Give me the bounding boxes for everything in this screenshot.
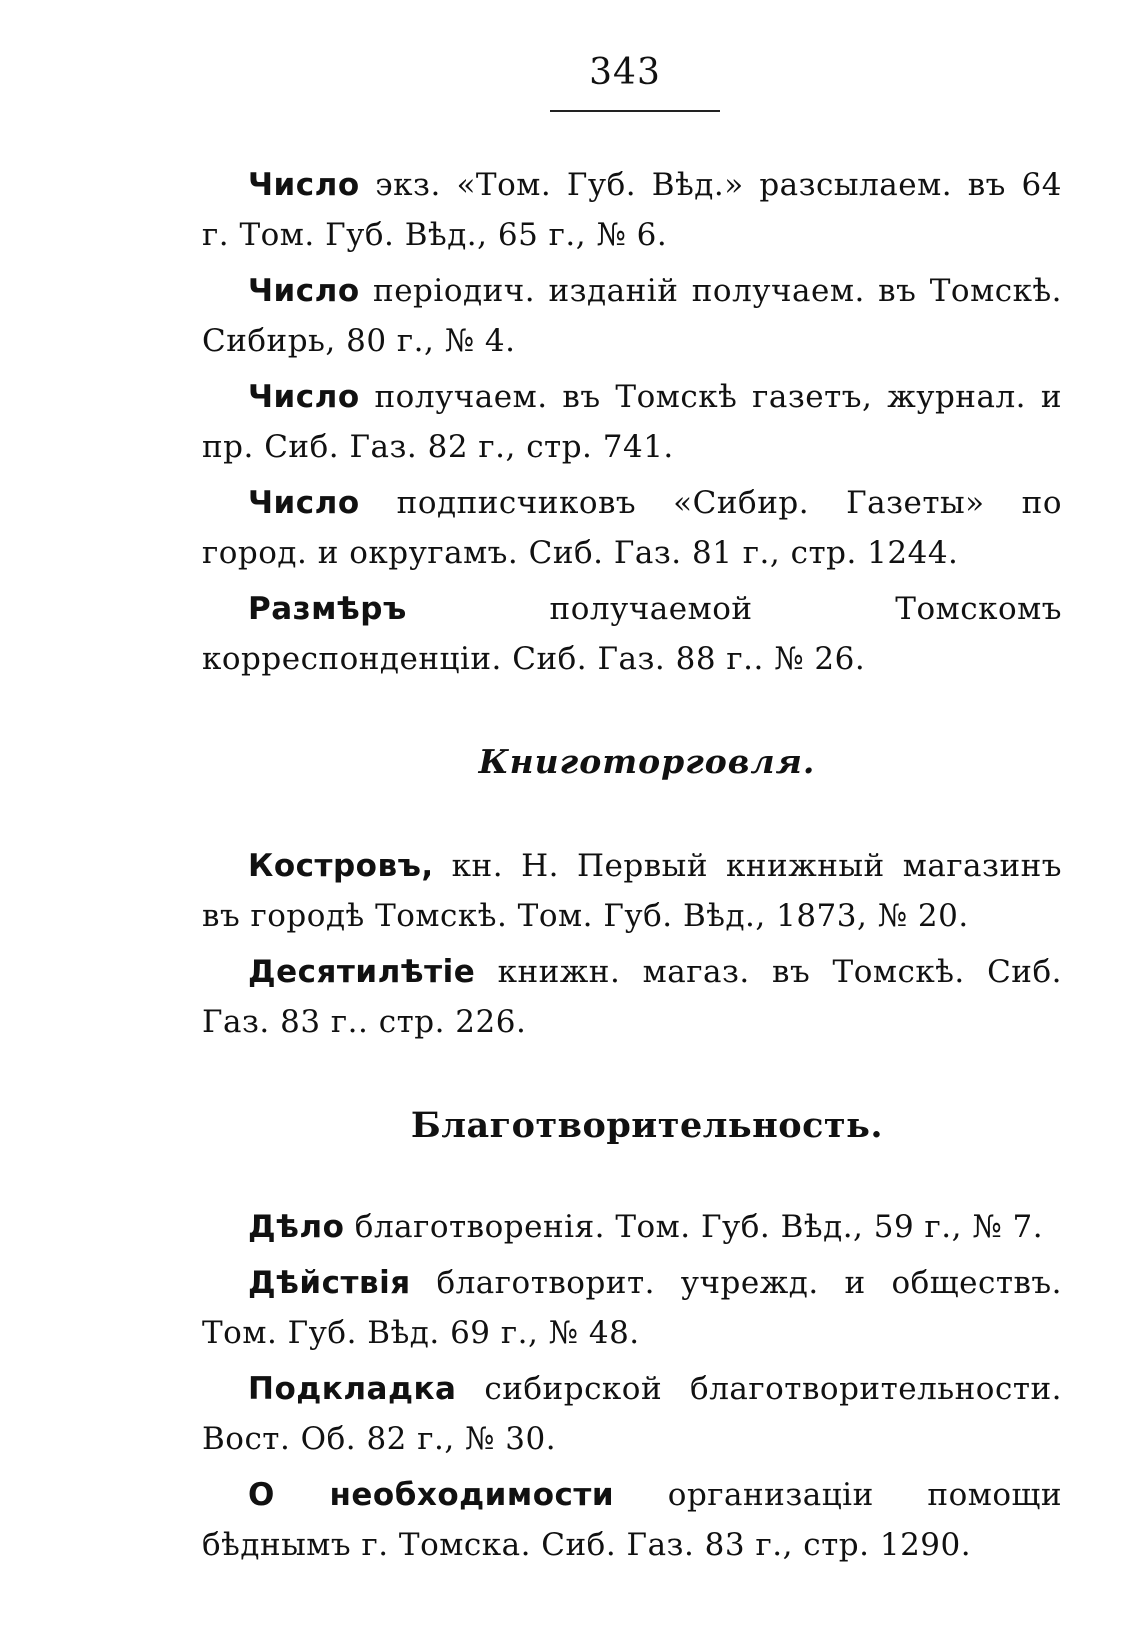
- entry-text: организаціи помощи бѣднымъ г. Томска. Сиб. Газ. 83 г., стр. 1290.: [202, 1477, 1062, 1563]
- bibliography-entry: [202, 1364, 1062, 1464]
- entry-lead: Костровъ,: [248, 848, 434, 884]
- entry-lead: Число: [248, 485, 360, 521]
- entry-text: періодич. изданій получаем. въ Томскѣ. Сибирь, 80 г., № 4.: [202, 273, 1062, 359]
- section-heading-charity: Благотворительность.: [410, 1105, 884, 1146]
- bibliography-entry: [202, 266, 1062, 366]
- page-number: 343: [589, 52, 661, 93]
- entry-text: благотворенія. Том. Губ. Вѣд., 59 г., № 7.: [344, 1209, 1044, 1245]
- entry-lead: Дѣло: [248, 1209, 345, 1245]
- bibliography-entry: [202, 1470, 1062, 1570]
- bibliography-entry: [202, 1258, 1062, 1358]
- entry-lead: Размѣръ: [248, 591, 407, 627]
- bibliography-entry: [202, 841, 1062, 941]
- entry-lead: Десятилѣтіе: [248, 954, 476, 990]
- entry-lead: О необходимости: [248, 1477, 615, 1513]
- entry-text: экз. «Том. Губ. Вѣд.» разсылаем. въ 64 г. Том. Губ. Вѣд., 65 г., № 6.: [202, 167, 1062, 253]
- bibliography-entry: [202, 1202, 1062, 1252]
- entry-text: подписчиковъ «Сибир. Газеты» по город. и округамъ. Сиб. Газ. 81 г., стр. 1244.: [202, 485, 1062, 571]
- entry-lead: Число: [248, 273, 360, 309]
- bibliography-entry: [202, 947, 1062, 1047]
- page-number-rule: [550, 110, 720, 112]
- bibliography-entry: [202, 584, 1062, 684]
- entry-text: сибирской благотворительности. Вост. Об. 82 г., № 30.: [202, 1371, 1062, 1457]
- section-heading-book-trade: Книготорговля.: [478, 742, 816, 781]
- entry-text: получаемой Томскомъ корреспонденціи. Сиб. Газ. 88 г.. № 26.: [202, 591, 1062, 677]
- entry-text: кн. Н. Первый книжный магазинъ въ городѣ Томскѣ. Том. Губ. Вѣд., 1873, № 20.: [202, 848, 1062, 934]
- entry-lead: Число: [248, 379, 360, 415]
- entry-lead: Дѣйствія: [248, 1265, 411, 1301]
- entry-text: благотворит. учрежд. и обществъ. Том. Губ. Вѣд. 69 г., № 48.: [202, 1265, 1062, 1351]
- entry-text: получаем. въ Томскѣ газетъ, журнал. и пр. Сиб. Газ. 82 г., стр. 741.: [202, 379, 1062, 465]
- text-column: [202, 160, 1062, 1576]
- entry-text: книжн. магаз. въ Томскѣ. Сиб. Газ. 83 г.. стр. 226.: [202, 954, 1062, 1040]
- bibliography-entry: [202, 478, 1062, 578]
- entry-lead: Число: [248, 167, 360, 203]
- bibliography-entry: [202, 160, 1062, 260]
- bibliography-entry: [202, 372, 1062, 472]
- entry-lead: Подкладка: [248, 1371, 457, 1407]
